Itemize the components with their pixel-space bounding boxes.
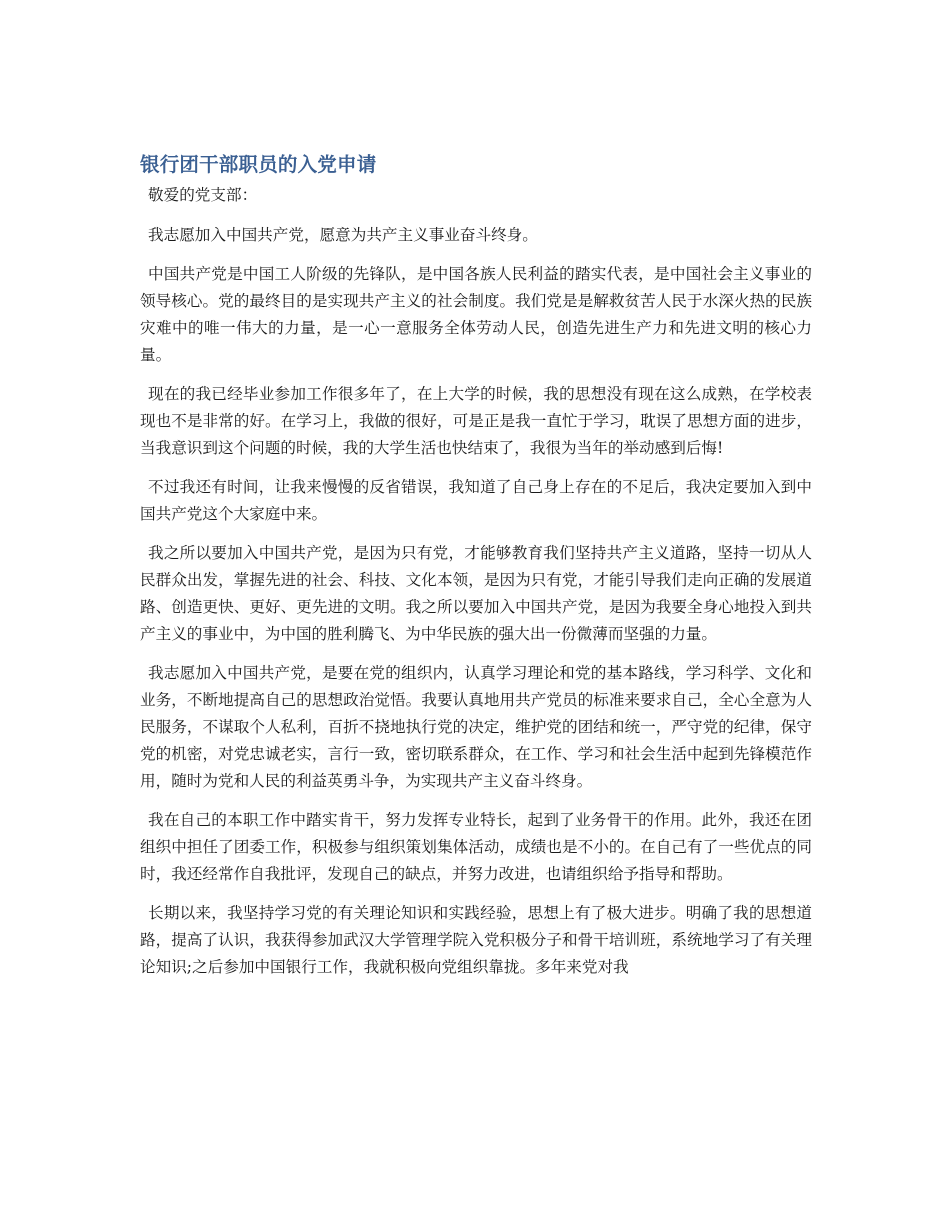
document-page [140,150,812,993]
document-title: 银行团干部职员的入党申请 [140,153,377,176]
paragraph-7: 我在自己的本职工作中踏实肯干，努力发挥专业特长，起到了业务骨干的作用。此外，我还在团组织中担任了团委工作，积极参与组织策划集体活动，成绩也是不小的。在自己有了一些优点的同时，我还经常作自我批评，发现自己的缺点，并努力改进，也请组织给予指导和帮助。 [140,811,812,883]
paragraph-3: 现在的我已经毕业参加工作很多年了，在上大学的时候，我的思想没有现在这么成熟，在学校表现也不是非常的好。在学习上，我做的很好，可是正是我一直忙于学习，耽误了思想方面的进步，当我意识到这个问题的时候，我的大学生活也快结束了，我很为当年的举动感到后悔! [140,385,812,457]
paragraph-4: 不过我还有时间，让我来慢慢的反省错误，我知道了自己身上存在的不足后，我决定要加入到中国共产党这个大家庭中来。 [140,478,812,523]
paragraph-1: 我志愿加入中国共产党，愿意为共产主义事业奋斗终身。 [148,226,538,244]
greeting: 敬爱的党支部： [148,186,258,204]
paragraph-6: 我志愿加入中国共产党，是要在党的组织内，认真学习理论和党的基本路线，学习科学、文化和业务，不断地提高自己的思想政治觉悟。我要认真地用共产党员的标准来要求自己，全心全意为人民服务，不谋取个人私利，百折不挠地执行党的决定，维护党的团结和统一，严守党的纪律，保守党的机密，对党忠诚老实，言行一致，密切联系群众，在工作、学习和社会生活中起到先锋模范作用，随时为党和人民的利益英勇斗争，为实现共产主义奋斗终身。 [140,664,812,790]
paragraph-8: 长期以来，我坚持学习党的有关理论知识和实践经验，思想上有了极大进步。明确了我的思想道路，提高了认识，我获得参加武汉大学管理学院入党积极分子和骨干培训班，系统地学习了有关理论知识;之后参加中国银行工作，我就积极向党组织靠拢。多年来党对我 [140,904,812,976]
paragraph-5: 我之所以要加入中国共产党，是因为只有党，才能够教育我们坚持共产主义道路，坚持一切从人民群众出发，掌握先进的社会、科技、文化本领，是因为只有党，才能引导我们走向正确的发展道路、创造更快、更好、更先进的文明。我之所以要加入中国共产党，是因为我要全身心地投入到共产主义的事业中，为中国的胜利腾飞、为中华民族的强大出一份微薄而坚强的力量。 [140,544,812,643]
paragraph-2: 中国共产党是中国工人阶级的先锋队，是中国各族人民利益的踏实代表，是中国社会主义事业的领导核心。党的最终目的是实现共产主义的社会制度。我们党是是解救贫苦人民于水深火热的民族灾难中的唯一伟大的力量，是一心一意服务全体劳动人民，创造先进生产力和先进文明的核心力量。 [140,265,812,364]
